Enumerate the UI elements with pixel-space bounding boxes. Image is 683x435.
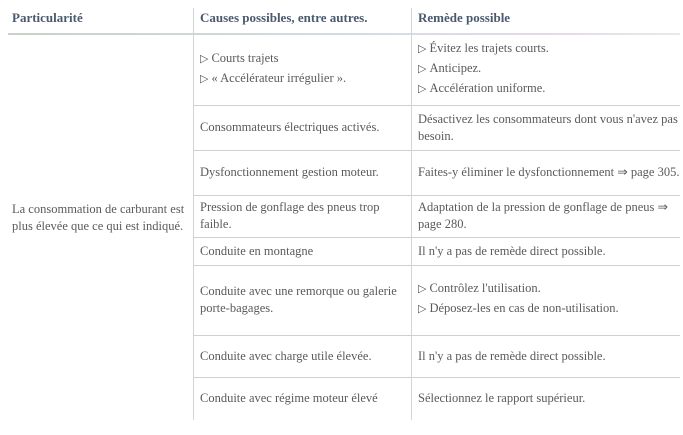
cause-cell bbox=[200, 335, 408, 377]
cell-line: ▷ Contrôlez l'utilisation. bbox=[418, 280, 680, 298]
cell-line: Désactivez les consommateurs dont vous n'avez pas besoin. bbox=[418, 111, 678, 143]
cell-line: Conduite avec charge utile élevée. bbox=[200, 348, 372, 363]
table-row bbox=[193, 35, 680, 106]
particularite-cell: La consommation de carburant est plus élevée que ce qui est indiqué. bbox=[12, 202, 185, 233]
cell-line: Conduite avec régime moteur élevé bbox=[200, 390, 378, 405]
table-row bbox=[193, 377, 680, 419]
table-row bbox=[193, 150, 680, 196]
cell-line: Pression de gonflage des pneus trop faible. bbox=[200, 200, 380, 231]
remede-cell bbox=[418, 35, 680, 105]
cause-cell bbox=[200, 377, 408, 419]
header-remede: Remède possible bbox=[418, 10, 511, 25]
cause-cell bbox=[200, 265, 408, 335]
table-row bbox=[193, 265, 680, 336]
cause-cell bbox=[200, 150, 408, 195]
cell-line: Sélectionnez le rapport supérieur. bbox=[418, 390, 586, 405]
remede-cell bbox=[418, 105, 680, 150]
remede-cell bbox=[418, 195, 680, 237]
cell-line: Faites-y éliminer le dysfonctionnement ⇒ page 305. bbox=[418, 165, 680, 179]
header-causes: Causes possibles, entre autres. bbox=[200, 10, 368, 25]
remede-cell bbox=[418, 150, 680, 195]
cell-line: Conduite en montagne bbox=[200, 243, 314, 258]
cell-line: ▷ Accélération uniforme. bbox=[418, 80, 680, 98]
table-row bbox=[193, 335, 680, 378]
cell-line: Conduite avec une remorque ou galerie porte-bagages. bbox=[200, 284, 397, 315]
remede-cell bbox=[418, 237, 680, 265]
table-row bbox=[193, 195, 680, 238]
remede-cell bbox=[418, 265, 680, 335]
cause-cell bbox=[200, 195, 408, 237]
remede-cell bbox=[418, 377, 680, 419]
cell-line: ▷ Anticipez. bbox=[418, 60, 680, 78]
header-particularite: Particularité bbox=[12, 10, 83, 25]
cell-line: Il n'y a pas de remède direct possible. bbox=[418, 243, 606, 258]
table-row bbox=[193, 237, 680, 266]
table-header bbox=[0, 0, 683, 34]
cell-line: ▷ Déposez-les en cas de non-utilisation. bbox=[418, 300, 680, 318]
cause-cell bbox=[200, 35, 408, 105]
table-row bbox=[193, 105, 680, 151]
cell-line: Consommateurs électriques activés. bbox=[200, 120, 380, 134]
cell-line: ▷ Évitez les trajets courts. bbox=[418, 40, 680, 58]
cell-line: Adaptation de la pression de gonflage de pneus ⇒ page 280. bbox=[418, 200, 668, 231]
cell-line: ▷ « Accélérateur irrégulier ». bbox=[200, 70, 408, 88]
cause-cell bbox=[200, 237, 408, 265]
cell-line: Il n'y a pas de remède direct possible. bbox=[418, 348, 606, 363]
cause-cell bbox=[200, 105, 408, 150]
remede-cell bbox=[418, 335, 680, 377]
cell-line: ▷ Courts trajets bbox=[200, 50, 408, 68]
cell-line: Dysfonctionnement gestion moteur. bbox=[200, 165, 379, 179]
